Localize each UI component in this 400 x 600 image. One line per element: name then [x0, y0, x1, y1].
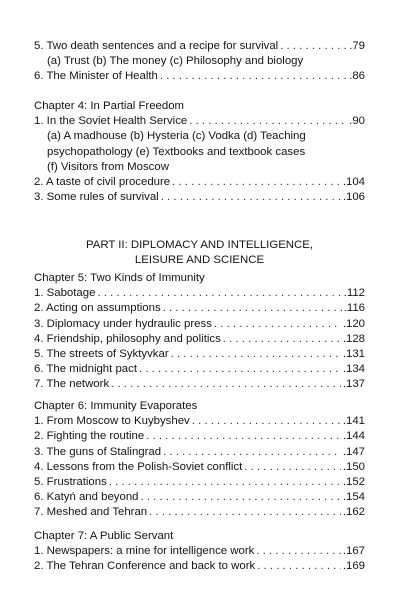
toc-entry [34, 544, 365, 559]
toc-entry-label: 3. Diplomacy under hydraulic press [34, 317, 212, 330]
leader-dots [171, 347, 341, 362]
leader-dots [161, 190, 341, 205]
toc-entry-label: 2. Acting on assumptions [34, 302, 161, 315]
toc-entry [34, 69, 365, 84]
toc-entry-page: .167 [342, 545, 365, 558]
toc-entry-subtopics: (f) Visitors from Moscow [47, 160, 169, 173]
toc-chapter-4 [34, 99, 365, 205]
leader-dots [163, 301, 342, 316]
toc-chapter-6 [34, 399, 365, 521]
toc-entry-label: 3. The guns of Stalingrad [34, 445, 162, 458]
toc-entry-page: .90 [349, 115, 365, 128]
toc-entry-label: 1. Newspapers: a mine for intelligence work [34, 545, 255, 558]
chapter-title: Chapter 5: Two Kinds of Immunity [34, 272, 205, 284]
toc-entry [34, 286, 365, 301]
toc-chapter-7 [34, 529, 365, 575]
part-heading [34, 238, 365, 268]
toc-entry-label: 1. Sabotage [34, 287, 96, 300]
leader-dots [189, 114, 347, 129]
toc-entry [34, 39, 365, 54]
leader-dots [223, 332, 341, 347]
toc-entry [34, 414, 365, 429]
toc-entry-subtopics: (a) Trust (b) The money (c) Philosophy and biology [47, 55, 304, 68]
toc-entry [34, 332, 365, 347]
toc-entry-page: .137 [342, 378, 365, 391]
toc-entry [34, 460, 365, 475]
leader-dots [280, 39, 347, 54]
leader-dots [163, 445, 341, 460]
leader-dots [214, 317, 341, 332]
toc-entry-page: .134 [342, 363, 365, 376]
chapter-title: Chapter 7: A Public Servant [34, 530, 174, 542]
toc-entry-label: 5. Two death sentences and a recipe for survival [34, 40, 279, 52]
toc-entry-page: .116 [343, 302, 365, 315]
toc-entry [34, 317, 365, 332]
part-title-line-1: PART II: DIPLOMACY AND INTELLIGENCE, [85, 239, 314, 251]
leader-dots [256, 544, 341, 559]
toc-entry-subtopics: psychopathology (e) Textbooks and textbook cases [47, 145, 306, 158]
toc-entry-label: 2. The Tehran Conference and back to work [34, 560, 256, 573]
toc-entry-label: 2. A taste of civil procedure [34, 176, 171, 189]
toc-entry [34, 490, 365, 505]
toc-entry-page: .131 [342, 348, 365, 361]
leader-dots [146, 429, 341, 444]
toc-entry-page: .169 [342, 560, 365, 573]
leader-dots [139, 362, 341, 377]
leader-dots [172, 175, 341, 190]
toc-entry [34, 505, 365, 520]
toc-entry-label: 3. Some rules of survival [34, 191, 159, 204]
toc-entry-subtopics: (a) A madhouse (b) Hysteria (c) Vodka (d) Teaching [47, 130, 306, 143]
toc-entry-page: .128 [342, 332, 365, 345]
toc-entry-page: .112 [343, 287, 365, 300]
toc-entry-page: .104 [342, 176, 365, 189]
toc-entry-label: 1. From Moscow to Kuybyshev [34, 415, 190, 428]
toc-entry-label: 7. Meshed and Tehran [34, 506, 148, 519]
toc-entry [34, 429, 365, 444]
toc-entry-label: 6. The Minister of Health [34, 70, 158, 83]
toc-entry [34, 347, 365, 362]
leader-dots [257, 559, 341, 574]
toc-entry [34, 175, 365, 190]
leader-dots [111, 377, 341, 392]
toc-entry-label: 5. The streets of Syktyvkar [34, 348, 169, 361]
toc-chapter-5 [34, 271, 365, 393]
part-title-line-2: LEISURE AND SCIENCE [134, 254, 265, 267]
toc-entry-page: .162 [342, 506, 365, 519]
toc-entry [34, 559, 365, 574]
chapter-title: Chapter 4: In Partial Freedom [34, 100, 185, 112]
toc-entry [34, 377, 365, 392]
toc-entry-page: .106 [342, 191, 365, 204]
toc-entry-page: .120 [342, 317, 365, 330]
toc-entry [34, 475, 365, 490]
leader-dots [192, 414, 341, 429]
toc-entry-label: 2. Fighting the routine [34, 430, 145, 443]
chapter-title: Chapter 6: Immunity Evaporates [34, 400, 198, 412]
toc-entry [34, 190, 365, 205]
toc-entry [34, 301, 365, 316]
toc-entry-label: 7. The network [34, 378, 110, 391]
toc-entry-page: .79 [349, 40, 365, 52]
toc-entry-page: .86 [349, 70, 365, 83]
toc-entry-page: .144 [342, 430, 365, 443]
toc-entry [34, 362, 365, 377]
toc-entry-page: .150 [342, 460, 365, 473]
leader-dots [97, 286, 341, 301]
toc-entry-label: 1. In the Soviet Health Service [34, 115, 188, 128]
leader-dots [109, 475, 341, 490]
toc-entry-label: 6. The midnight pact [34, 363, 137, 376]
toc-entry-label: 4. Friendship, philosophy and politics [34, 332, 221, 345]
leader-dots [160, 69, 347, 84]
leader-dots [141, 490, 341, 505]
leader-dots [149, 505, 341, 520]
toc-entry-page: .154 [342, 491, 365, 504]
toc-entry-label: 4. Lessons from the Polish-Soviet conflict [34, 460, 243, 473]
toc-entry-page: .152 [342, 476, 365, 489]
toc-entry [34, 445, 365, 460]
toc-entry-page: .147 [342, 445, 365, 458]
toc-entry-label: 5. Frustrations [34, 476, 107, 489]
toc-entry [34, 114, 365, 129]
toc-block-continuation [34, 39, 365, 85]
toc-entry-page: .141 [342, 415, 365, 428]
toc-entry-label: 6. Katyń and beyond [34, 491, 139, 504]
leader-dots [244, 460, 341, 475]
